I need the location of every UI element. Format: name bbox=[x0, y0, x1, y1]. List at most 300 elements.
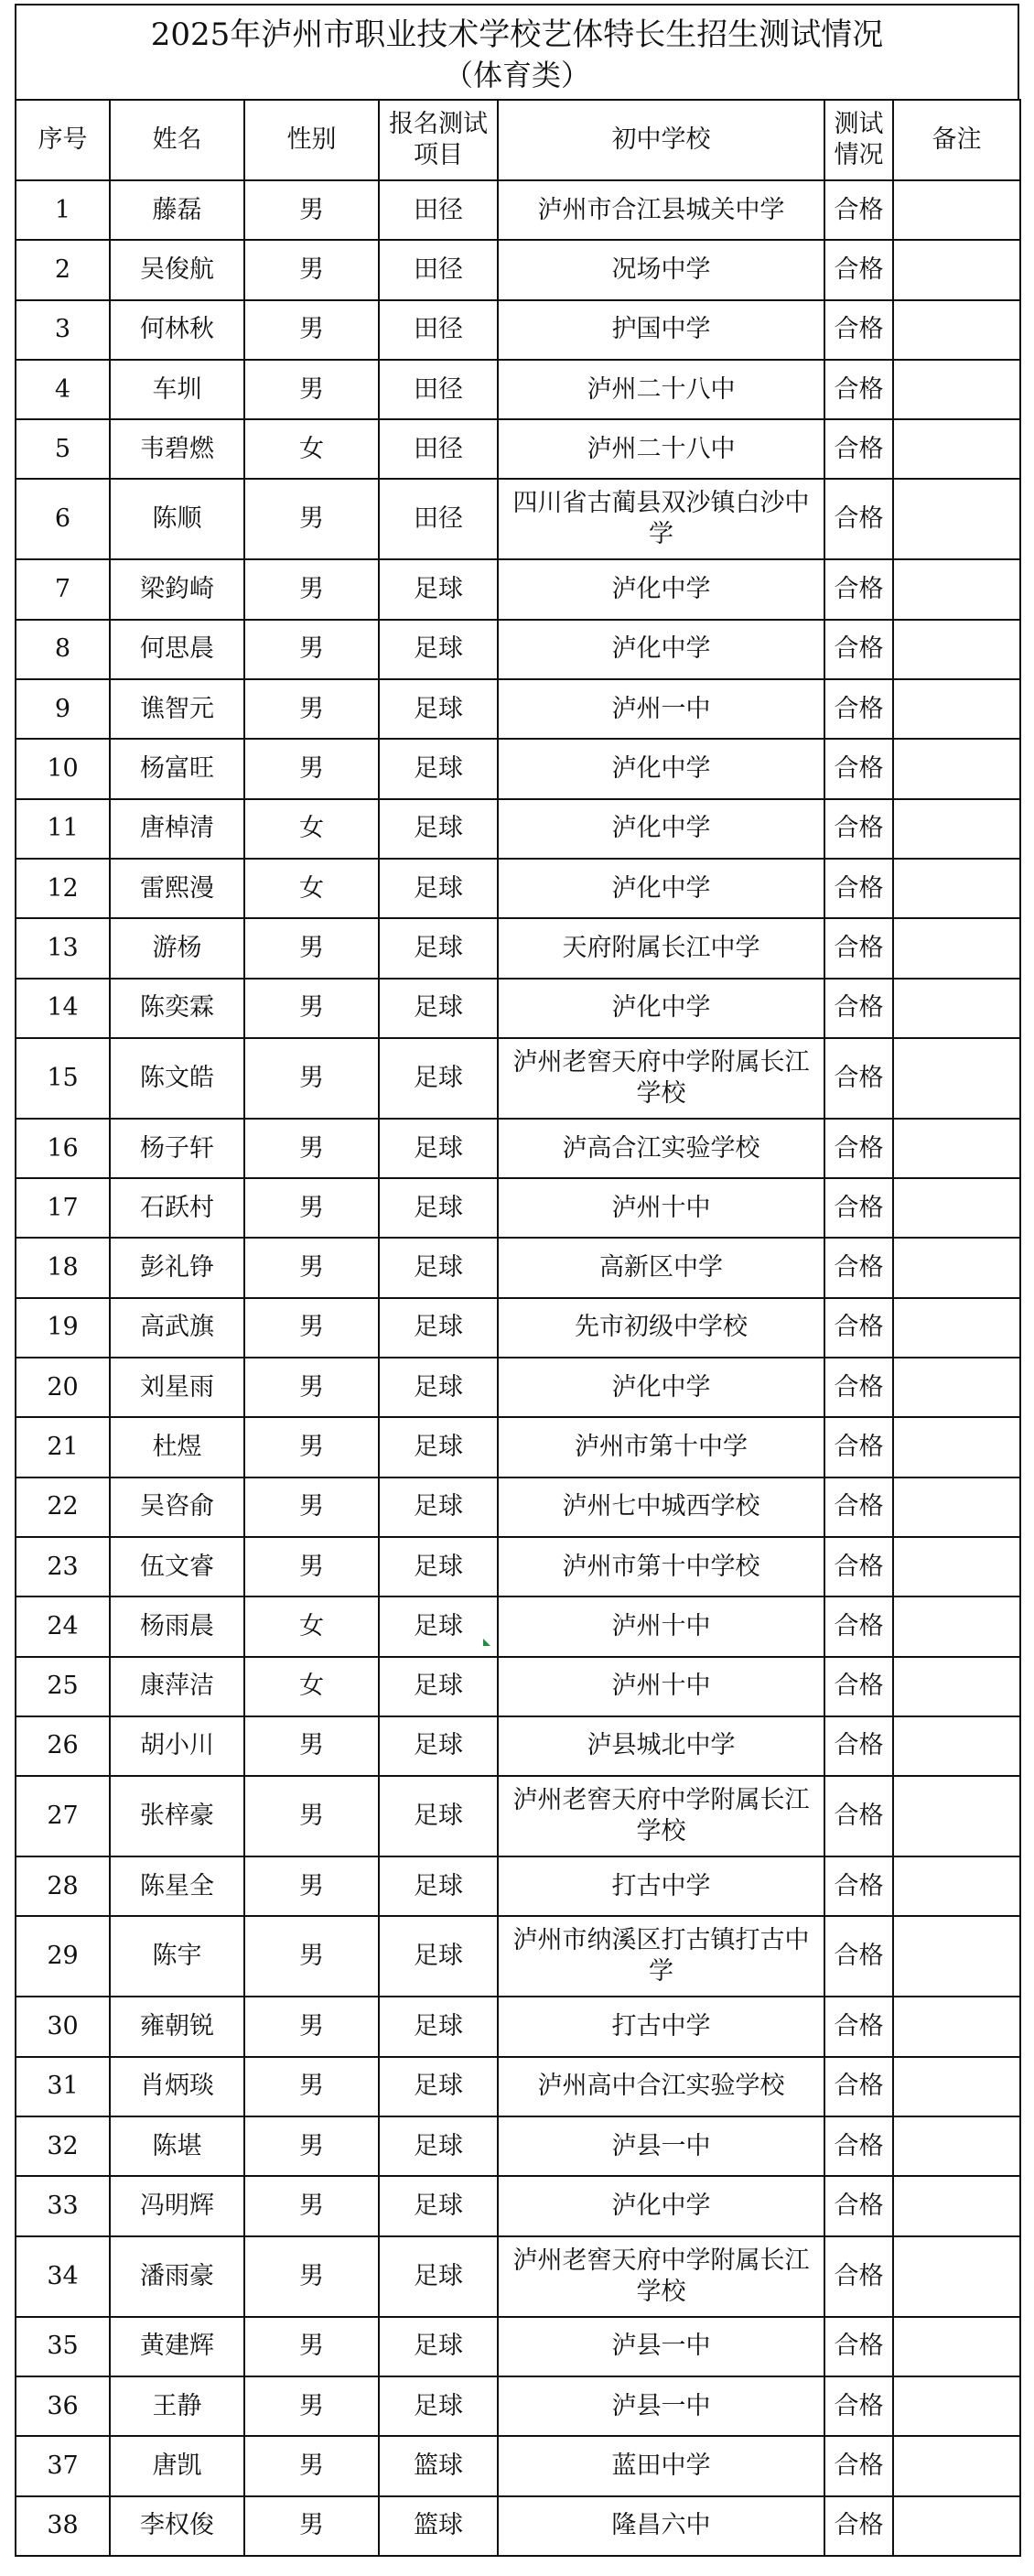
cell-name: 韦碧燃 bbox=[110, 419, 244, 479]
cell-result: 合格 bbox=[824, 419, 893, 479]
cell-number: 18 bbox=[16, 1238, 110, 1297]
cell-number: 17 bbox=[16, 1178, 110, 1238]
cell-event: 足球 bbox=[379, 1856, 498, 1916]
cell-result: 合格 bbox=[824, 1298, 893, 1358]
cell-event: 足球 bbox=[379, 799, 498, 859]
cell-result: 合格 bbox=[824, 2496, 893, 2556]
cell-note bbox=[893, 2376, 1020, 2436]
cell-number: 28 bbox=[16, 1856, 110, 1916]
cell-event: 足球 bbox=[379, 1537, 498, 1596]
cell-result: 合格 bbox=[824, 1417, 893, 1477]
cell-school: 泸化中学 bbox=[498, 559, 824, 619]
cell-note bbox=[893, 1856, 1020, 1916]
header-note: 备注 bbox=[893, 100, 1020, 180]
cell-school: 泸高合江实验学校 bbox=[498, 1119, 824, 1178]
cell-number: 27 bbox=[16, 1776, 110, 1856]
table-row bbox=[16, 1119, 1020, 1178]
cell-name: 张梓豪 bbox=[110, 1776, 244, 1856]
cell-gender: 男 bbox=[244, 620, 379, 679]
cell-number: 12 bbox=[16, 859, 110, 918]
cell-number: 19 bbox=[16, 1298, 110, 1358]
table-row bbox=[16, 2057, 1020, 2116]
header-name: 姓名 bbox=[110, 100, 244, 180]
cell-school: 泸州十中 bbox=[498, 1596, 824, 1656]
cell-school: 况场中学 bbox=[498, 240, 824, 299]
cell-note bbox=[893, 1596, 1020, 1656]
cell-school: 泸州七中城西学校 bbox=[498, 1477, 824, 1537]
cell-note bbox=[893, 2116, 1020, 2176]
cell-note bbox=[893, 1997, 1020, 2056]
cell-school: 天府附属长江中学 bbox=[498, 918, 824, 978]
cell-result: 合格 bbox=[824, 1537, 893, 1596]
cell-name: 冯明辉 bbox=[110, 2176, 244, 2235]
cell-result: 合格 bbox=[824, 360, 893, 419]
cell-school: 泸化中学 bbox=[498, 2176, 824, 2235]
table-row bbox=[16, 2376, 1020, 2436]
cell-name: 何林秋 bbox=[110, 300, 244, 360]
table-row bbox=[16, 2496, 1020, 2556]
cell-name: 杨雨晨 bbox=[110, 1596, 244, 1656]
table-row bbox=[16, 1716, 1020, 1776]
cell-name: 石跃村 bbox=[110, 1178, 244, 1238]
cell-name: 杨富旺 bbox=[110, 739, 244, 798]
cell-gender: 男 bbox=[244, 1916, 379, 1997]
cell-number: 9 bbox=[16, 679, 110, 739]
cell-result: 合格 bbox=[824, 979, 893, 1038]
cell-result: 合格 bbox=[824, 620, 893, 679]
cell-name: 游杨 bbox=[110, 918, 244, 978]
cell-note bbox=[893, 1119, 1020, 1178]
cell-school: 泸化中学 bbox=[498, 799, 824, 859]
cell-number: 38 bbox=[16, 2496, 110, 2556]
cell-note bbox=[893, 799, 1020, 859]
cell-school: 高新区中学 bbox=[498, 1238, 824, 1297]
cell-school: 打古中学 bbox=[498, 1856, 824, 1916]
cell-result: 合格 bbox=[824, 799, 893, 859]
cell-number: 11 bbox=[16, 799, 110, 859]
cell-note bbox=[893, 240, 1020, 299]
cell-number: 24 bbox=[16, 1596, 110, 1656]
cell-event: 足球 bbox=[379, 2057, 498, 2116]
table-row bbox=[16, 1477, 1020, 1537]
table-row bbox=[16, 1997, 1020, 2056]
cell-result: 合格 bbox=[824, 1178, 893, 1238]
cell-comment-marker bbox=[483, 1639, 490, 1646]
cell-gender: 男 bbox=[244, 2116, 379, 2176]
table-row bbox=[16, 620, 1020, 679]
cell-note bbox=[893, 1916, 1020, 1997]
cell-gender: 男 bbox=[244, 360, 379, 419]
cell-note bbox=[893, 979, 1020, 1038]
cell-note bbox=[893, 739, 1020, 798]
cell-name: 肖炳琰 bbox=[110, 2057, 244, 2116]
cell-school: 泸化中学 bbox=[498, 979, 824, 1038]
cell-gender: 男 bbox=[244, 1776, 379, 1856]
cell-school: 泸化中学 bbox=[498, 739, 824, 798]
cell-gender: 男 bbox=[244, 2496, 379, 2556]
cell-result: 合格 bbox=[824, 559, 893, 619]
cell-gender: 男 bbox=[244, 918, 379, 978]
table-row bbox=[16, 918, 1020, 978]
cell-event: 足球 bbox=[379, 1997, 498, 2056]
table-row bbox=[16, 2317, 1020, 2376]
cell-event: 足球 bbox=[379, 1178, 498, 1238]
cell-result: 合格 bbox=[824, 180, 893, 240]
cell-number: 36 bbox=[16, 2376, 110, 2436]
cell-number: 32 bbox=[16, 2116, 110, 2176]
title-block bbox=[15, 4, 1019, 99]
table-row bbox=[16, 1537, 1020, 1596]
cell-gender: 男 bbox=[244, 2376, 379, 2436]
cell-gender: 男 bbox=[244, 1856, 379, 1916]
cell-gender: 女 bbox=[244, 1596, 379, 1656]
cell-result: 合格 bbox=[824, 479, 893, 559]
cell-result: 合格 bbox=[824, 1776, 893, 1856]
cell-number: 26 bbox=[16, 1716, 110, 1776]
cell-school: 蓝田中学 bbox=[498, 2436, 824, 2495]
cell-school: 泸州老窖天府中学附属长江学校 bbox=[498, 2236, 824, 2317]
cell-result: 合格 bbox=[824, 2317, 893, 2376]
cell-note bbox=[893, 1537, 1020, 1596]
cell-gender: 男 bbox=[244, 2176, 379, 2235]
cell-note bbox=[893, 918, 1020, 978]
cell-note bbox=[893, 1178, 1020, 1238]
cell-note bbox=[893, 1038, 1020, 1119]
cell-gender: 男 bbox=[244, 1716, 379, 1776]
cell-result: 合格 bbox=[824, 1596, 893, 1656]
table-row bbox=[16, 859, 1020, 918]
cell-note bbox=[893, 1298, 1020, 1358]
table-row bbox=[16, 2236, 1020, 2317]
cell-gender: 男 bbox=[244, 979, 379, 1038]
cell-event: 篮球 bbox=[379, 2436, 498, 2495]
cell-name: 陈堪 bbox=[110, 2116, 244, 2176]
cell-name: 刘星雨 bbox=[110, 1358, 244, 1417]
cell-note bbox=[893, 559, 1020, 619]
cell-number: 31 bbox=[16, 2057, 110, 2116]
table-row bbox=[16, 1178, 1020, 1238]
header-row bbox=[16, 100, 1020, 180]
cell-gender: 男 bbox=[244, 1298, 379, 1358]
cell-gender: 女 bbox=[244, 419, 379, 479]
cell-note bbox=[893, 2236, 1020, 2317]
cell-name: 潘雨豪 bbox=[110, 2236, 244, 2317]
cell-event: 田径 bbox=[379, 419, 498, 479]
cell-result: 合格 bbox=[824, 300, 893, 360]
table-row bbox=[16, 1358, 1020, 1417]
table-row bbox=[16, 1038, 1020, 1119]
cell-result: 合格 bbox=[824, 2436, 893, 2495]
cell-school: 护国中学 bbox=[498, 300, 824, 360]
cell-school: 四川省古蔺县双沙镇白沙中学 bbox=[498, 479, 824, 559]
cell-event: 足球 bbox=[379, 559, 498, 619]
cell-name: 杨子轩 bbox=[110, 1119, 244, 1178]
cell-event: 足球 bbox=[379, 1119, 498, 1178]
cell-result: 合格 bbox=[824, 918, 893, 978]
cell-event: 足球 bbox=[379, 2116, 498, 2176]
cell-school: 泸州市第十中学 bbox=[498, 1417, 824, 1477]
cell-event: 足球 bbox=[379, 1238, 498, 1297]
cell-number: 30 bbox=[16, 1997, 110, 2056]
cell-name: 黄建辉 bbox=[110, 2317, 244, 2376]
cell-number: 25 bbox=[16, 1657, 110, 1716]
cell-gender: 男 bbox=[244, 2057, 379, 2116]
cell-school: 泸州老窖天府中学附属长江学校 bbox=[498, 1776, 824, 1856]
cell-school: 泸化中学 bbox=[498, 620, 824, 679]
cell-note bbox=[893, 2317, 1020, 2376]
header-school: 初中学校 bbox=[498, 100, 824, 180]
cell-school: 泸州二十八中 bbox=[498, 419, 824, 479]
cell-gender: 男 bbox=[244, 1119, 379, 1178]
cell-note bbox=[893, 300, 1020, 360]
cell-result: 合格 bbox=[824, 1238, 893, 1297]
cell-number: 20 bbox=[16, 1358, 110, 1417]
table-row bbox=[16, 1596, 1020, 1656]
cell-note bbox=[893, 2496, 1020, 2556]
cell-event: 足球 bbox=[379, 739, 498, 798]
cell-result: 合格 bbox=[824, 2057, 893, 2116]
table-body bbox=[16, 180, 1020, 2556]
cell-result: 合格 bbox=[824, 1916, 893, 1997]
cell-event: 足球 bbox=[379, 1596, 498, 1656]
cell-gender: 男 bbox=[244, 1997, 379, 2056]
table-row bbox=[16, 1776, 1020, 1856]
cell-result: 合格 bbox=[824, 1358, 893, 1417]
cell-event: 足球 bbox=[379, 1417, 498, 1477]
cell-note bbox=[893, 1238, 1020, 1297]
cell-gender: 男 bbox=[244, 1417, 379, 1477]
cell-note bbox=[893, 1358, 1020, 1417]
cell-note bbox=[893, 1477, 1020, 1537]
cell-result: 合格 bbox=[824, 2116, 893, 2176]
cell-note bbox=[893, 1417, 1020, 1477]
cell-name: 胡小川 bbox=[110, 1716, 244, 1776]
cell-number: 7 bbox=[16, 559, 110, 619]
cell-school: 泸州十中 bbox=[498, 1178, 824, 1238]
cell-result: 合格 bbox=[824, 2176, 893, 2235]
table-row bbox=[16, 679, 1020, 739]
cell-name: 谯智元 bbox=[110, 679, 244, 739]
cell-result: 合格 bbox=[824, 2376, 893, 2436]
cell-school: 泸州市第十中学校 bbox=[498, 1537, 824, 1596]
cell-event: 足球 bbox=[379, 620, 498, 679]
cell-result: 合格 bbox=[824, 2236, 893, 2317]
cell-name: 陈星全 bbox=[110, 1856, 244, 1916]
cell-event: 足球 bbox=[379, 1358, 498, 1417]
cell-school: 泸州市合江县城关中学 bbox=[498, 180, 824, 240]
cell-event: 足球 bbox=[379, 979, 498, 1038]
cell-name: 车圳 bbox=[110, 360, 244, 419]
cell-note bbox=[893, 1776, 1020, 1856]
cell-result: 合格 bbox=[824, 1119, 893, 1178]
cell-number: 14 bbox=[16, 979, 110, 1038]
cell-result: 合格 bbox=[824, 1657, 893, 1716]
cell-name: 藤磊 bbox=[110, 180, 244, 240]
cell-name: 吴咨俞 bbox=[110, 1477, 244, 1537]
cell-event: 田径 bbox=[379, 300, 498, 360]
cell-note bbox=[893, 180, 1020, 240]
cell-event: 足球 bbox=[379, 1916, 498, 1997]
table-row bbox=[16, 2436, 1020, 2495]
cell-gender: 男 bbox=[244, 1178, 379, 1238]
cell-gender: 女 bbox=[244, 859, 379, 918]
table-row bbox=[16, 1856, 1020, 1916]
cell-name: 陈文皓 bbox=[110, 1038, 244, 1119]
table-row bbox=[16, 1657, 1020, 1716]
cell-gender: 男 bbox=[244, 2436, 379, 2495]
cell-number: 35 bbox=[16, 2317, 110, 2376]
cell-gender: 男 bbox=[244, 1238, 379, 1297]
cell-name: 高武旗 bbox=[110, 1298, 244, 1358]
cell-school: 泸州二十八中 bbox=[498, 360, 824, 419]
cell-number: 34 bbox=[16, 2236, 110, 2317]
results-table bbox=[15, 99, 1021, 2557]
cell-name: 吴俊航 bbox=[110, 240, 244, 299]
cell-number: 13 bbox=[16, 918, 110, 978]
table-row bbox=[16, 300, 1020, 360]
cell-gender: 男 bbox=[244, 240, 379, 299]
header-gender: 性别 bbox=[244, 100, 379, 180]
cell-result: 合格 bbox=[824, 679, 893, 739]
cell-gender: 男 bbox=[244, 2317, 379, 2376]
table-row bbox=[16, 180, 1020, 240]
cell-result: 合格 bbox=[824, 240, 893, 299]
result-sheet bbox=[15, 4, 1019, 2557]
cell-event: 田径 bbox=[379, 360, 498, 419]
table-row bbox=[16, 2176, 1020, 2235]
cell-school: 隆昌六中 bbox=[498, 2496, 824, 2556]
cell-event: 足球 bbox=[379, 918, 498, 978]
cell-name: 杜煜 bbox=[110, 1417, 244, 1477]
cell-event: 足球 bbox=[379, 1657, 498, 1716]
cell-number: 21 bbox=[16, 1417, 110, 1477]
table-row bbox=[16, 479, 1020, 559]
cell-note bbox=[893, 1657, 1020, 1716]
cell-name: 梁鈞崎 bbox=[110, 559, 244, 619]
cell-gender: 男 bbox=[244, 1537, 379, 1596]
cell-number: 6 bbox=[16, 479, 110, 559]
cell-school: 泸州十中 bbox=[498, 1657, 824, 1716]
cell-gender: 男 bbox=[244, 1477, 379, 1537]
cell-gender: 男 bbox=[244, 2236, 379, 2317]
cell-event: 田径 bbox=[379, 240, 498, 299]
table-row bbox=[16, 979, 1020, 1038]
cell-note bbox=[893, 360, 1020, 419]
cell-number: 5 bbox=[16, 419, 110, 479]
cell-number: 8 bbox=[16, 620, 110, 679]
cell-gender: 男 bbox=[244, 1038, 379, 1119]
cell-name: 伍文睿 bbox=[110, 1537, 244, 1596]
cell-number: 1 bbox=[16, 180, 110, 240]
cell-school: 泸州市纳溪区打古镇打古中学 bbox=[498, 1916, 824, 1997]
cell-name: 唐凯 bbox=[110, 2436, 244, 2495]
cell-event: 篮球 bbox=[379, 2496, 498, 2556]
cell-number: 4 bbox=[16, 360, 110, 419]
table-row bbox=[16, 1417, 1020, 1477]
document-subtitle: （体育类） bbox=[443, 58, 590, 92]
cell-gender: 女 bbox=[244, 799, 379, 859]
header-event: 报名测试项目 bbox=[379, 100, 498, 180]
cell-school: 泸州一中 bbox=[498, 679, 824, 739]
table-row bbox=[16, 419, 1020, 479]
cell-name: 陈顺 bbox=[110, 479, 244, 559]
table-row bbox=[16, 360, 1020, 419]
header-number: 序号 bbox=[16, 100, 110, 180]
cell-note bbox=[893, 479, 1020, 559]
cell-note bbox=[893, 2436, 1020, 2495]
cell-event: 足球 bbox=[379, 679, 498, 739]
cell-number: 22 bbox=[16, 1477, 110, 1537]
cell-name: 彭礼铮 bbox=[110, 1238, 244, 1297]
cell-name: 唐棹清 bbox=[110, 799, 244, 859]
cell-school: 泸化中学 bbox=[498, 859, 824, 918]
cell-result: 合格 bbox=[824, 1997, 893, 2056]
table-row bbox=[16, 2116, 1020, 2176]
cell-note bbox=[893, 419, 1020, 479]
cell-event: 足球 bbox=[379, 2376, 498, 2436]
cell-gender: 男 bbox=[244, 739, 379, 798]
table-row bbox=[16, 1298, 1020, 1358]
cell-result: 合格 bbox=[824, 1477, 893, 1537]
cell-number: 23 bbox=[16, 1537, 110, 1596]
cell-name: 李权俊 bbox=[110, 2496, 244, 2556]
cell-gender: 男 bbox=[244, 559, 379, 619]
cell-name: 雷熙漫 bbox=[110, 859, 244, 918]
cell-school: 泸县一中 bbox=[498, 2116, 824, 2176]
cell-note bbox=[893, 620, 1020, 679]
cell-gender: 女 bbox=[244, 1657, 379, 1716]
table-row bbox=[16, 559, 1020, 619]
cell-event: 足球 bbox=[379, 1716, 498, 1776]
document-title: 2025年泸州市职业技术学校艺体特长生招生测试情况 bbox=[150, 16, 884, 53]
cell-number: 37 bbox=[16, 2436, 110, 2495]
header-result: 测试情况 bbox=[824, 100, 893, 180]
cell-gender: 男 bbox=[244, 679, 379, 739]
cell-event: 足球 bbox=[379, 1038, 498, 1119]
cell-event: 足球 bbox=[379, 1298, 498, 1358]
cell-school: 泸县城北中学 bbox=[498, 1716, 824, 1776]
cell-name: 陈宇 bbox=[110, 1916, 244, 1997]
cell-name: 何思晨 bbox=[110, 620, 244, 679]
cell-event: 足球 bbox=[379, 2236, 498, 2317]
cell-note bbox=[893, 679, 1020, 739]
cell-event: 足球 bbox=[379, 1776, 498, 1856]
table-row bbox=[16, 240, 1020, 299]
cell-note bbox=[893, 1716, 1020, 1776]
cell-note bbox=[893, 2176, 1020, 2235]
cell-number: 16 bbox=[16, 1119, 110, 1178]
cell-result: 合格 bbox=[824, 739, 893, 798]
cell-school: 泸县一中 bbox=[498, 2317, 824, 2376]
cell-gender: 男 bbox=[244, 180, 379, 240]
cell-school: 泸州高中合江实验学校 bbox=[498, 2057, 824, 2116]
cell-event: 足球 bbox=[379, 2317, 498, 2376]
cell-school: 泸化中学 bbox=[498, 1358, 824, 1417]
cell-number: 3 bbox=[16, 300, 110, 360]
cell-event: 足球 bbox=[379, 2176, 498, 2235]
cell-number: 2 bbox=[16, 240, 110, 299]
cell-school: 打古中学 bbox=[498, 1997, 824, 2056]
cell-event: 足球 bbox=[379, 859, 498, 918]
cell-number: 29 bbox=[16, 1916, 110, 1997]
cell-name: 康萍洁 bbox=[110, 1657, 244, 1716]
cell-result: 合格 bbox=[824, 1716, 893, 1776]
cell-result: 合格 bbox=[824, 859, 893, 918]
cell-note bbox=[893, 859, 1020, 918]
cell-event: 田径 bbox=[379, 479, 498, 559]
cell-number: 15 bbox=[16, 1038, 110, 1119]
cell-number: 10 bbox=[16, 739, 110, 798]
